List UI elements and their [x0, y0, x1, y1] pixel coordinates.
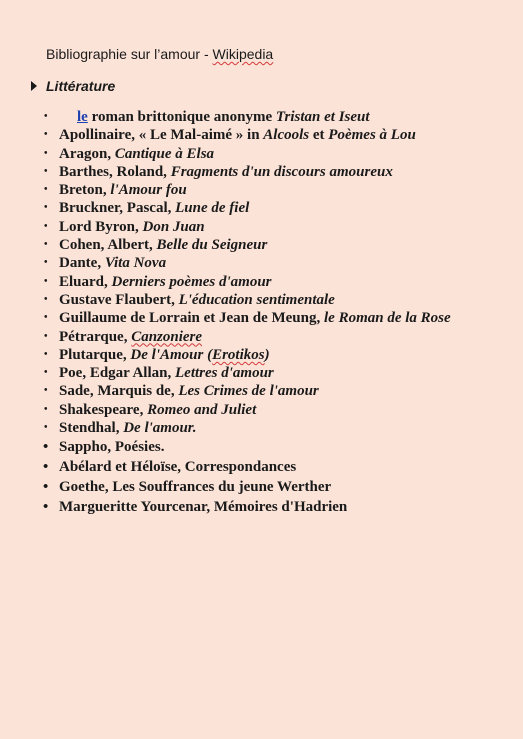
entry-author: Barthes, Roland, — [59, 163, 171, 180]
list-item — [40, 254, 480, 272]
bullet-icon: • — [44, 165, 48, 177]
entry-author: Stendhal, — [59, 420, 124, 437]
page-title — [46, 46, 273, 62]
bullet-icon: • — [44, 257, 48, 269]
entry-work: Derniers poèmes d'amour — [111, 273, 272, 290]
title-source: Wikipedia — [212, 46, 274, 62]
entry-work: L'éducation sentimentale — [178, 291, 335, 308]
list-item — [40, 108, 480, 126]
entry-author: Cohen, Albert, — [59, 237, 157, 254]
entry-author: Breton, — [59, 182, 111, 199]
entry-text: Margueritte Yourcenar, Mémoires d'Hadrien — [59, 499, 348, 516]
bullet-icon: • — [44, 293, 48, 305]
entry-work: Tristan et Iseut — [275, 109, 370, 125]
entry-text-mid: et — [309, 127, 329, 144]
entry-work: De l'amour. — [123, 420, 197, 437]
list-item — [40, 291, 480, 309]
entry-author: Plutarque, — [59, 346, 131, 363]
list-item — [40, 419, 480, 437]
list-item — [40, 346, 480, 364]
entry-author: Guillaume de Lorrain et Jean de Meung, — [59, 310, 324, 327]
list-item — [40, 145, 480, 163]
list-item — [40, 163, 480, 181]
entry-work: Belle du Seigneur — [156, 237, 268, 254]
entry-work: De l'Amour ( — [130, 346, 213, 363]
entry-author: Gustave Flaubert, — [59, 291, 179, 308]
bullet-icon: • — [44, 184, 48, 196]
list-item — [40, 437, 480, 457]
bullet-icon: • — [44, 275, 48, 287]
entry-work: Lettres d'amour — [175, 365, 274, 382]
list-item — [40, 218, 480, 236]
bullet-icon: • — [44, 330, 48, 342]
entry-text: Apollinaire, « Le Mal-aimé » in — [59, 127, 264, 144]
entry-work: Alcools — [263, 127, 310, 144]
entry-author: Dante, — [59, 255, 105, 272]
title-prefix: Bibliographie sur l’amour - — [46, 46, 213, 62]
list-item — [40, 273, 480, 291]
bullet-icon: • — [44, 422, 48, 434]
bullet-icon: • — [44, 367, 48, 379]
list-item — [40, 236, 480, 254]
entry-text: Abélard et Héloïse, Correspondances — [59, 459, 297, 476]
entry-work-subtitle: Erotikos — [212, 346, 265, 363]
entry-author: Bruckner, Pascal, — [59, 200, 176, 217]
entry-work: Fragments d'un discours amoureux — [170, 163, 393, 180]
entry-work: Lune de fiel — [175, 200, 250, 217]
bullet-icon: • — [43, 439, 49, 456]
list-item — [40, 181, 480, 199]
entry-text: Sappho, Poésies. — [59, 439, 165, 456]
bibliography-list — [40, 108, 480, 517]
list-item — [40, 457, 480, 477]
entry-work: Vita Nova — [104, 255, 167, 272]
entry-work: Poèmes à Lou — [328, 127, 416, 144]
entry-text: roman brittonique anonyme — [87, 109, 276, 125]
bullet-icon: • — [44, 312, 48, 324]
collapse-triangle-icon[interactable] — [31, 81, 37, 91]
entry-author: Sade, Marquis de, — [59, 383, 179, 400]
list-item — [40, 382, 480, 400]
bullet-icon: • — [43, 499, 49, 516]
list-item — [40, 497, 480, 517]
list-item — [40, 401, 480, 419]
entry-work: Cantique à Elsa — [114, 145, 215, 162]
bullet-icon: • — [44, 348, 48, 360]
section-heading-label: Littérature — [46, 78, 116, 94]
bullet-icon: • — [44, 220, 48, 232]
list-item — [40, 477, 480, 497]
entry-author: Pétrarque, — [59, 328, 132, 345]
list-item — [40, 328, 480, 346]
entry-author: Eluard, — [59, 273, 112, 290]
bullet-icon: • — [44, 385, 48, 397]
entry-author: Shakespeare, — [59, 401, 148, 418]
entry-text: Goethe, Les Souffrances du jeune Werther — [59, 479, 332, 496]
entry-work: Canzoniere — [131, 328, 203, 345]
entry-work: Don Juan — [142, 218, 205, 235]
bullet-icon: • — [43, 479, 49, 496]
entry-work: Romeo and Juliet — [147, 401, 257, 418]
entry-work-end: ) — [264, 346, 270, 363]
entry-author: Aragon, — [59, 145, 115, 162]
bullet-icon: • — [44, 202, 48, 214]
bullet-icon: • — [44, 239, 48, 251]
bullet-icon: • — [44, 111, 48, 122]
bullet-icon: • — [43, 459, 49, 476]
bullet-icon: • — [44, 129, 48, 141]
entry-work: l'Amour fou — [110, 182, 187, 199]
list-item — [40, 126, 480, 144]
entry-work: Les Crimes de l'amour — [178, 383, 319, 400]
list-item — [40, 364, 480, 382]
entry-work: le Roman de la Rose — [324, 310, 451, 327]
entry-author: Poe, Edgar Allan, — [59, 365, 175, 382]
list-item — [40, 199, 480, 217]
section-heading-litterature[interactable] — [31, 78, 115, 94]
lead-link[interactable]: le — [77, 109, 88, 125]
entry-author: Lord Byron, — [59, 218, 143, 235]
bullet-icon: • — [44, 403, 48, 415]
list-item — [40, 309, 480, 327]
bullet-icon: • — [44, 147, 48, 159]
